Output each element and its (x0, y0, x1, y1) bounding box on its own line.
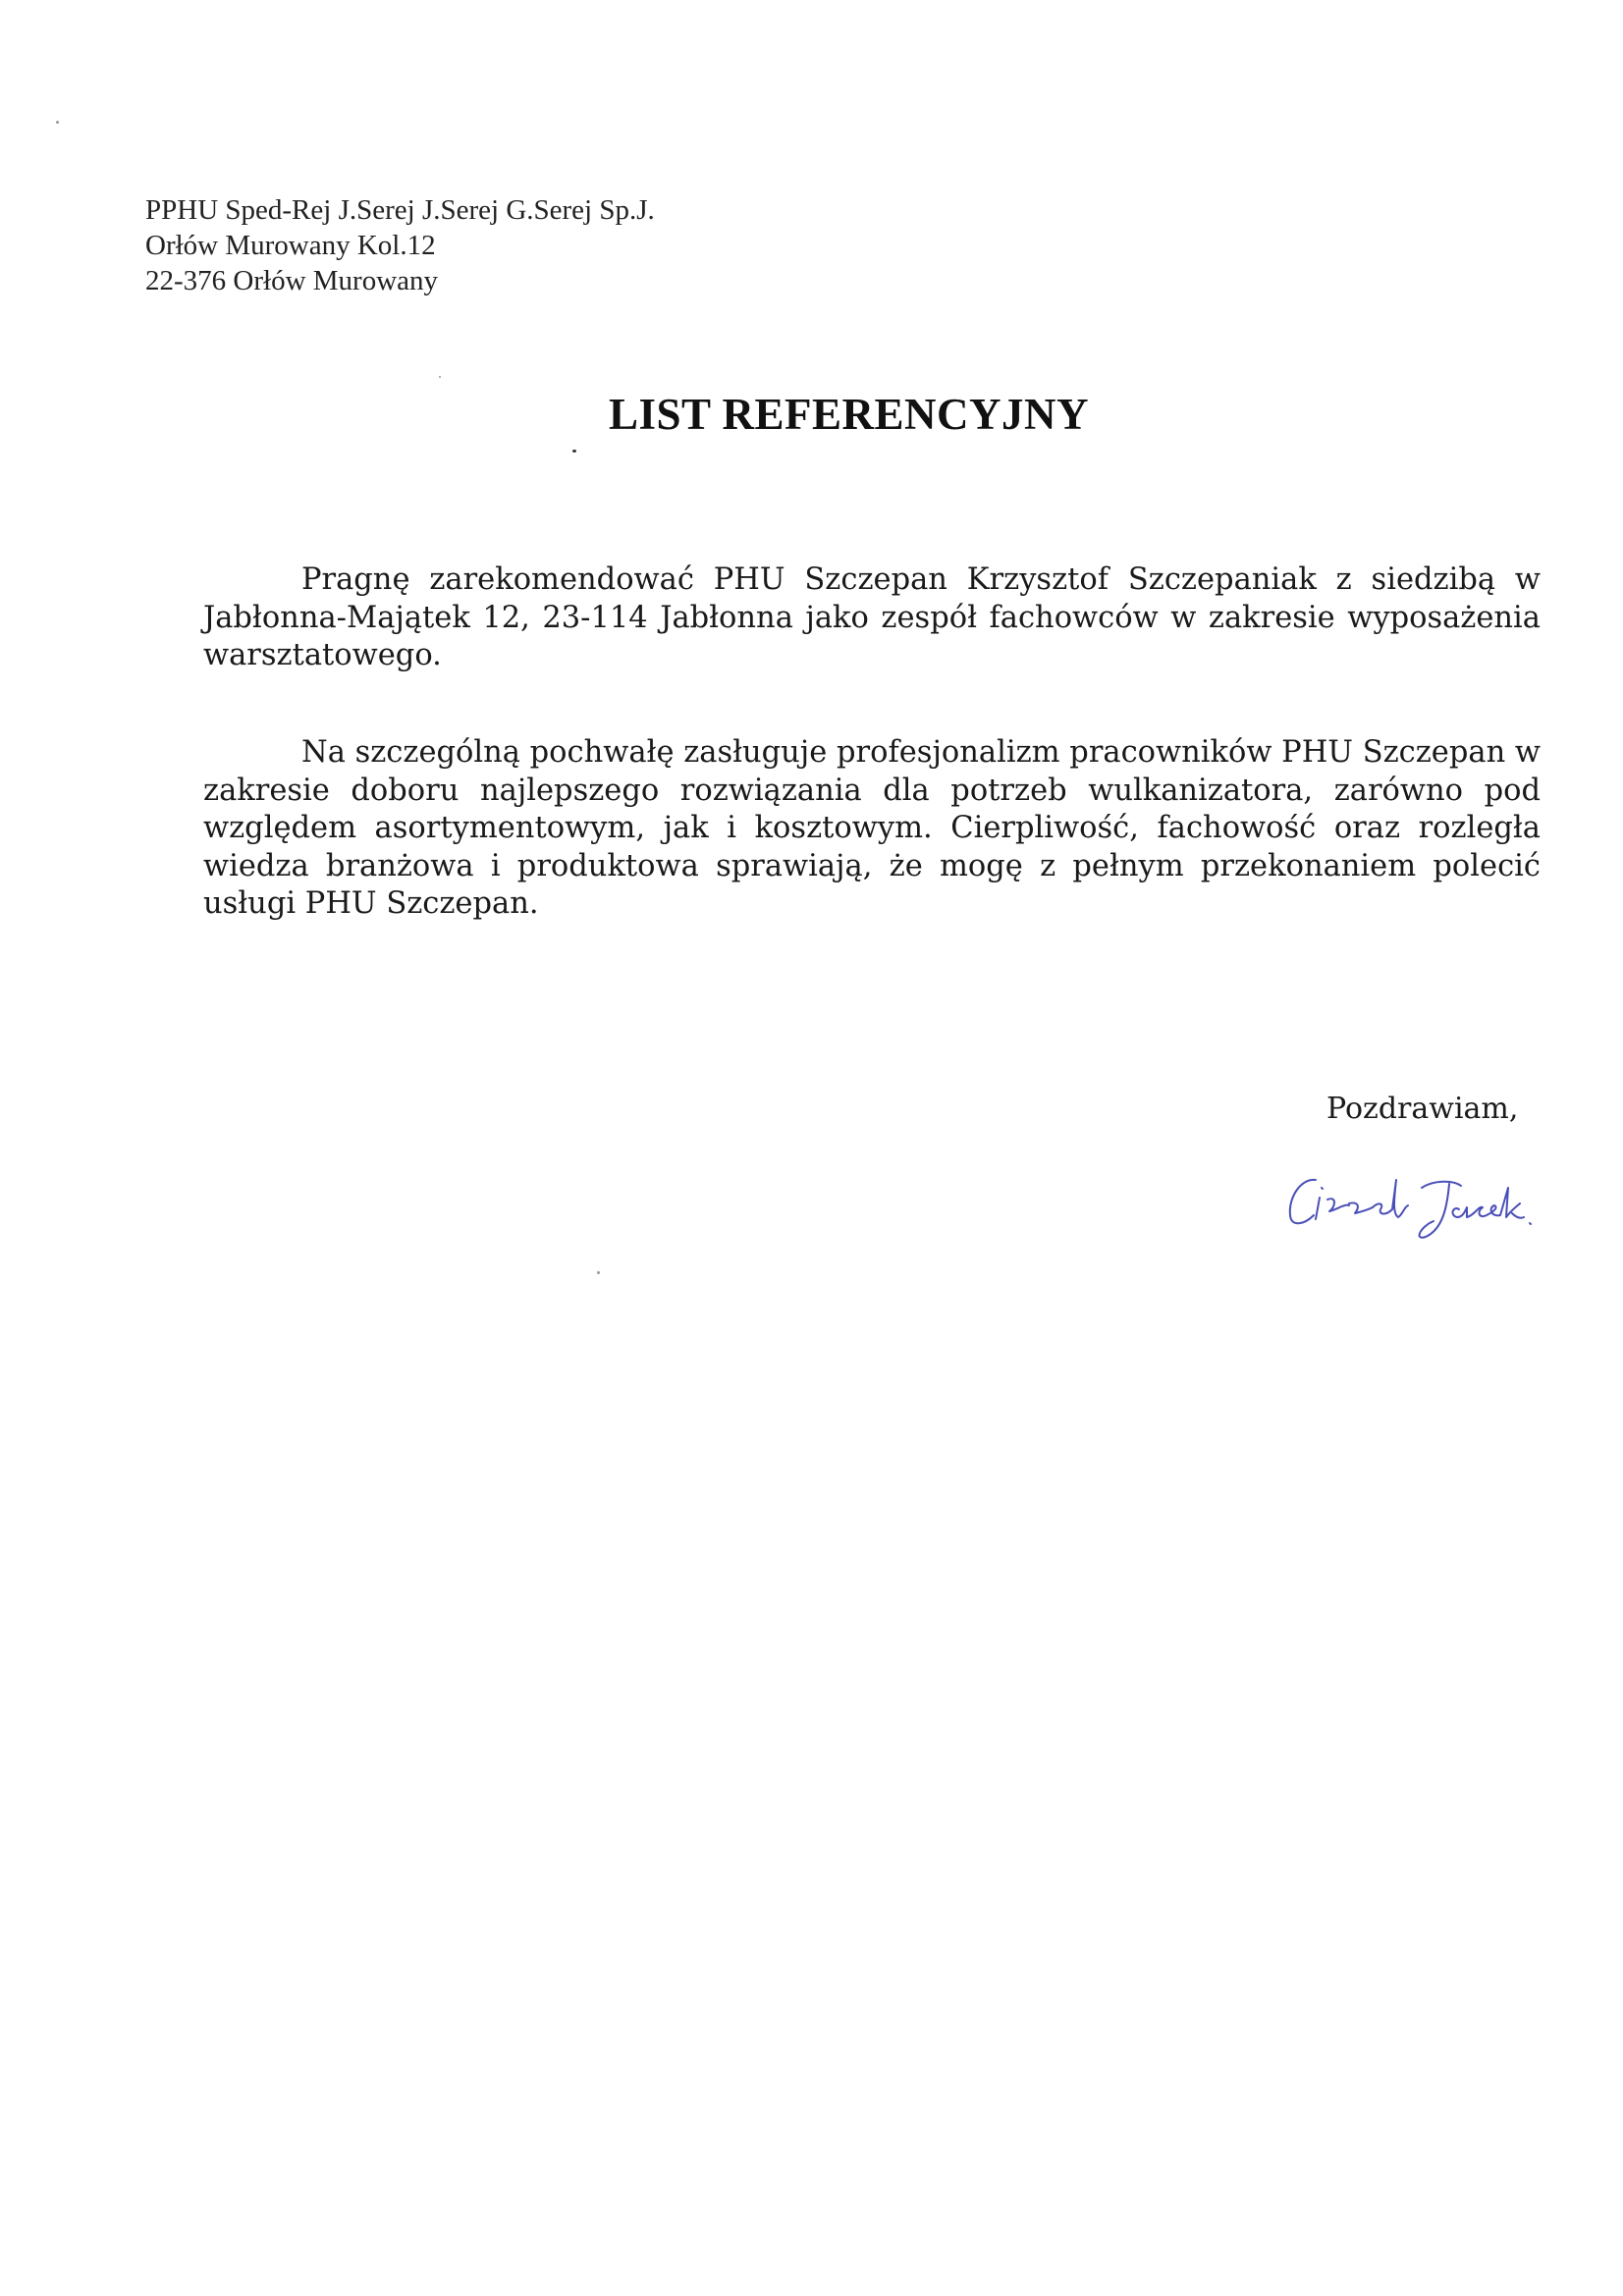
sender-company: PPHU Sped-Rej J.Serej J.Serej G.Serej Sp.J. (145, 194, 655, 226)
signature-stroke-s (1327, 1199, 1349, 1211)
scan-speck (439, 376, 441, 378)
signature-stroke-c (1290, 1180, 1316, 1223)
body-paragraph-2 (203, 734, 1541, 924)
signature-stroke-acek (1453, 1188, 1524, 1218)
signature-dot (1530, 1223, 1531, 1224)
scan-speck (56, 121, 59, 124)
paragraph-1-text: Pragnę zarekomendować PHU Szczepan Krzysztof Szczepaniak z siedzibą w Jabłonna-Majątek 12, 23-114 Jabłonna jako zespół fachowców w zakresie wyposażenia warsztatowego. (203, 562, 1541, 672)
letter-title: LIST REFERENCYJNY (609, 390, 1090, 439)
signature-stroke-z (1349, 1202, 1373, 1213)
sender-street: Orłów Murowany Kol.12 (145, 230, 436, 261)
body-paragraph-1 (203, 561, 1541, 675)
scan-speck (597, 1271, 600, 1274)
signature-stroke-ek (1373, 1180, 1408, 1217)
handwritten-signature (1276, 1158, 1551, 1247)
sender-address (145, 192, 655, 298)
closing-greeting: Pozdrawiam, (1326, 1092, 1519, 1126)
scan-speck (572, 450, 576, 453)
sender-city: 22-376 Orłów Murowany (145, 265, 439, 296)
paragraph-2-text: Na szczególną pochwałę zasługuje profesjonalizm pracowników PHU Szczepan w zakresie doboru najlepszego rozwiązania dla potrzeb wulkanizatora, zarówno pod względem asortymentowym, jak i kosztowym. Cierpliwość, fachowość oraz rozległa wiedza branżowa i produktowa sprawiają, że mogę z pełnym przekonaniem polecić usługi PHU Szczepan. (203, 735, 1542, 921)
signature-stroke-i (1316, 1188, 1323, 1219)
